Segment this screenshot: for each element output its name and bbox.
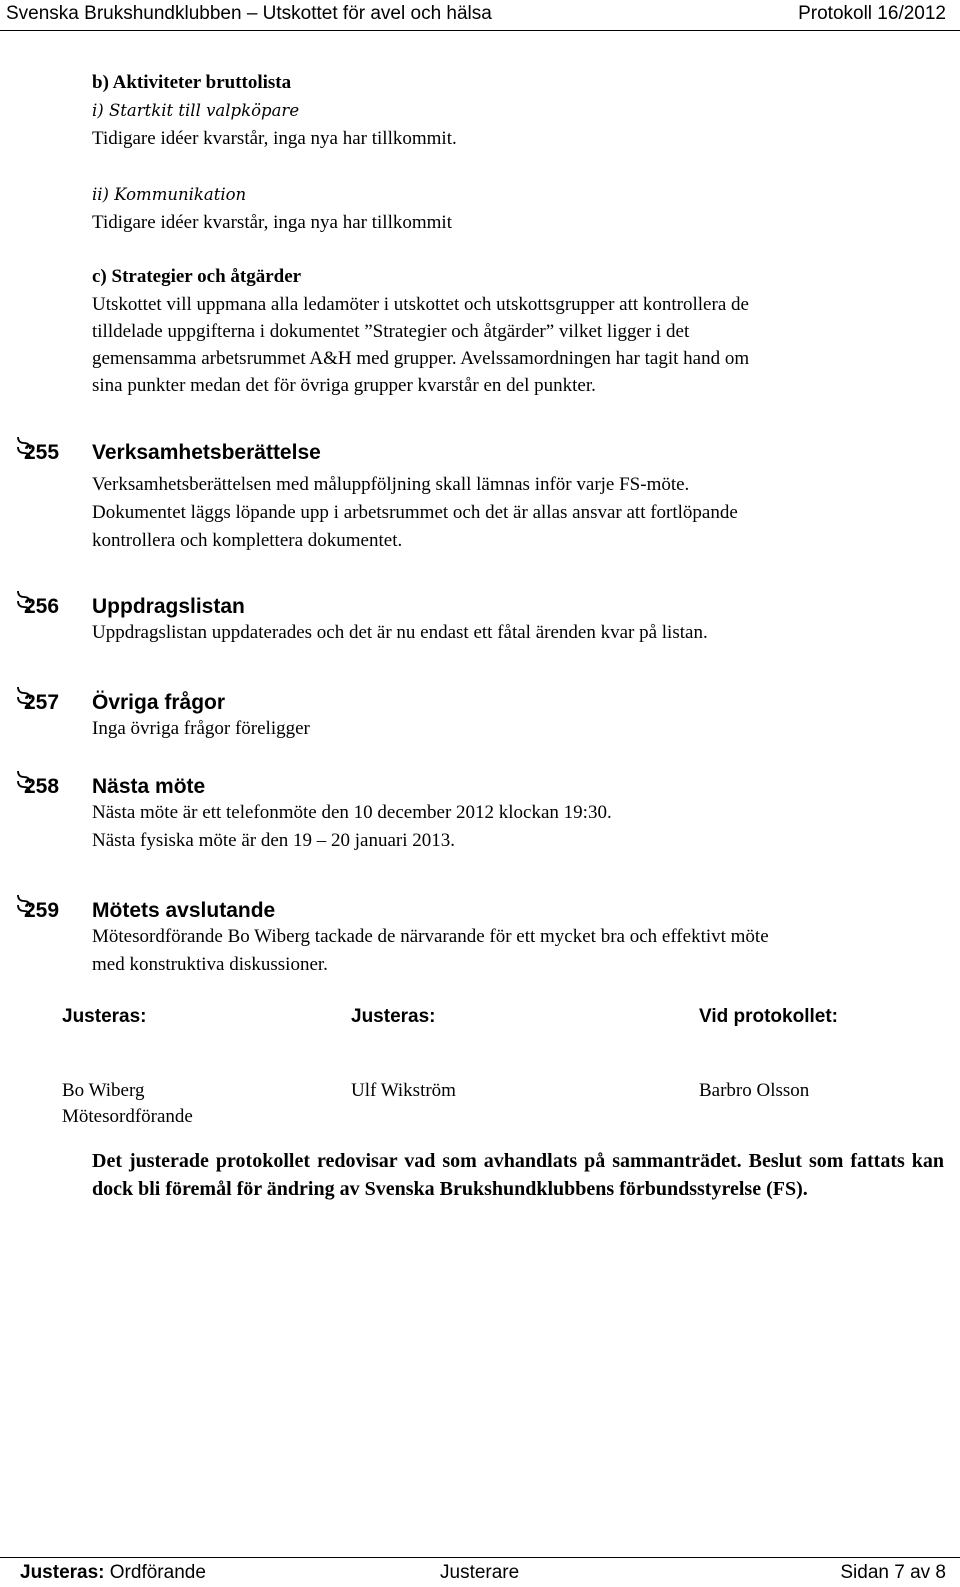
section-text: kontrollera och komplettera dokumentet. [92,530,403,551]
section-number: 256 [24,595,60,618]
signatory-name: Bo Wiberg [62,1080,145,1101]
section-title: Nästa möte [92,775,206,798]
approval-note: Det justerade protokollet redovisar vad som avhandlats på sammanträdet. Beslut som fattats kan dock bli föremål för ändring av Svenska Brukshundklubbens förbundsstyrelse (FS). [92,1150,944,1200]
strategies-line: sina punkter medan det för övriga grupper kvarstår en del punkter. [92,375,596,396]
section-text: Uppdragslistan uppdaterades och det är nu endast ett fåtal ärenden kvar på listan. [92,622,708,643]
page-header [0,0,960,28]
header-protocol-number: Protokoll 16/2012 [798,3,946,24]
section-title: Verksamhetsberättelse [92,441,321,464]
section-number: 259 [24,899,60,922]
activities-sub2-text: Tidigare idéer kvarstår, inga nya har tillkommit [92,212,452,233]
section-title: Mötets avslutande [92,899,276,922]
signature-label: Vid protokollet: [699,1006,838,1027]
signatory-role: Mötesordförande [62,1106,193,1127]
section-text: Verksamhetsberättelsen med måluppföljning skall lämnas inför varje FS-möte. [92,474,690,495]
section-text: Inga övriga frågor föreligger [92,718,310,739]
activities-sub2-title: ii) Kommunikation [92,185,247,204]
signature-label: Justeras: [351,1006,436,1027]
strategies-line: Utskottet vill uppmana alla ledamöter i utskottet och utskottsgrupper att kontrollera de [92,294,749,315]
section-number: 258 [24,775,60,798]
footer-label: Justeras: [20,1562,105,1583]
section-number: 257 [24,691,60,714]
section-text: med konstruktiva diskussioner. [92,954,328,975]
footer-page-number: Sidan 7 av 8 [840,1562,946,1583]
footer-left [20,1561,206,1585]
section-title: Uppdragslistan [92,595,245,618]
signatory-name: Ulf Wikström [351,1080,456,1101]
section-number: 255 [24,441,60,464]
activities-sub1-title: i) Startkit till valpköpare [92,101,300,120]
activities-heading: b) Aktiviteter bruttolista [92,72,292,93]
section-text: Nästa fysiska möte är den 19 – 20 januari 2013. [92,830,456,851]
footer-adjuster: Justerare [440,1562,520,1583]
section-text: Dokumentet läggs löpande upp i arbetsrummet och det är allas ansvar att fortlöpande [92,502,738,523]
header-divider [0,30,960,31]
header-title: Svenska Brukshundklubben – Utskottet för avel och hälsa [6,3,492,24]
strategies-line: tilldelade uppgifterna i dokumentet ”Strategier och åtgärder” vilket ligger i det [92,321,690,342]
footer-chair: Ordförande [109,1562,206,1583]
strategies-heading: c) Strategier och åtgärder [92,266,302,287]
signature-label: Justeras: [62,1006,147,1027]
footer-divider [0,1557,960,1558]
section-title: Övriga frågor [92,691,226,714]
signatory-name: Barbro Olsson [699,1080,810,1101]
section-text: Nästa möte är ett telefonmöte den 10 december 2012 klockan 19:30. [92,802,612,823]
section-text: Mötesordförande Bo Wiberg tackade de närvarande för ett mycket bra och effektivt möte [92,926,769,947]
activities-sub1-text: Tidigare idéer kvarstår, inga nya har tillkommit. [92,128,457,149]
strategies-line: gemensamma arbetsrummet A&H med grupper. Avelssamordningen har tagit hand om [92,348,750,369]
